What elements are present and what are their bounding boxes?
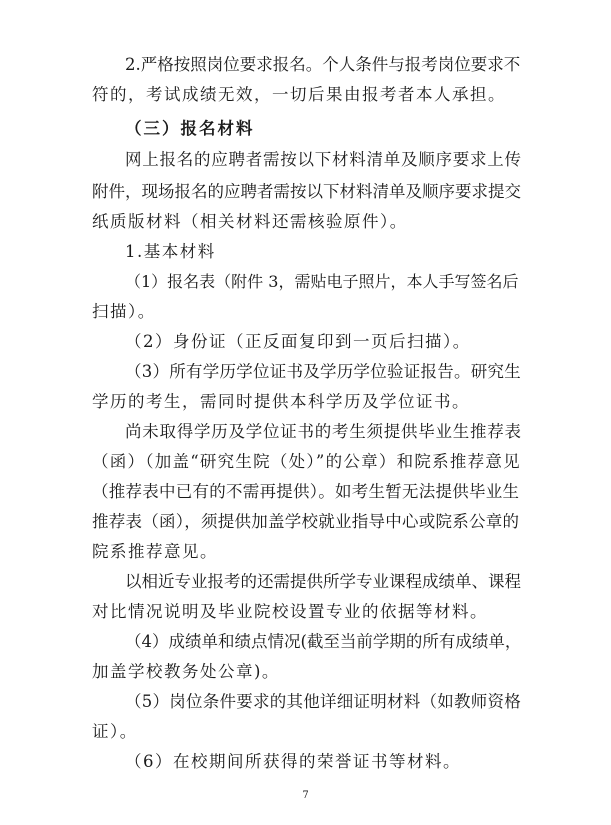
text-line: 证）。 [92, 722, 138, 741]
text-line: 加盖学校教务处公章)。 [92, 662, 280, 681]
text-line: 符的，考试成绩无效，一切后果由报考者本人承担。 [92, 85, 506, 104]
text-line: （4）成绩单和绩点情况(截至当前学期的所有成绩单， [125, 632, 522, 651]
section-heading: （三）报名材料 [125, 119, 255, 138]
text-line: （函）（加盖“研究生院（处）”的公章）和院系推荐意见 [92, 452, 521, 471]
text-line: 纸质版材料（相关材料还需核验原件）。 [92, 212, 408, 231]
text-line: 2.严格按照岗位要求报名。个人条件与报考岗位要求不 [125, 55, 521, 74]
subheading: 1.基本材料 [125, 242, 216, 261]
text-line: （3）所有学历学位证书及学历学位验证报告。研究生 [125, 362, 521, 381]
text-line: 尚未取得学历及学位证书的考生须提供毕业生推荐表 [125, 422, 522, 441]
text-line: （5）岗位条件要求的其他详细证明材料（如教师资格 [125, 692, 521, 711]
text-line: 对比情况说明及毕业院校设置专业的依据等材料。 [92, 602, 488, 621]
text-line: 学历的考生，需同时提供本科学历及学位证书。 [92, 392, 470, 411]
text-line: （6）在校期间所获得的荣誉证书等材料。 [125, 752, 461, 771]
text-line: 附件，现场报名的应聘者需按以下材料清单及顺序要求提交 [92, 182, 521, 201]
text-line: 扫描）。 [92, 302, 156, 321]
text-line: （1）报名表（附件 3，需贴电子照片，本人手写签名后 [125, 272, 519, 291]
text-line: 推荐表（函），须提供加盖学校就业指导中心或院系公章的 [92, 512, 520, 531]
page-number: 7 [302, 790, 309, 801]
text-line: 网上报名的应聘者需按以下材料清单及顺序要求上传 [125, 150, 522, 169]
text-line: 以相近专业报考的还需提供所学专业课程成绩单、课程 [125, 572, 521, 591]
text-line: （2）身份证（正反面复印到一页后扫描）。 [125, 332, 471, 351]
text-line: 院系推荐意见。 [92, 542, 218, 561]
text-line: （推荐表中已有的不需再提供）。如考生暂无法提供毕业生 [92, 482, 520, 501]
